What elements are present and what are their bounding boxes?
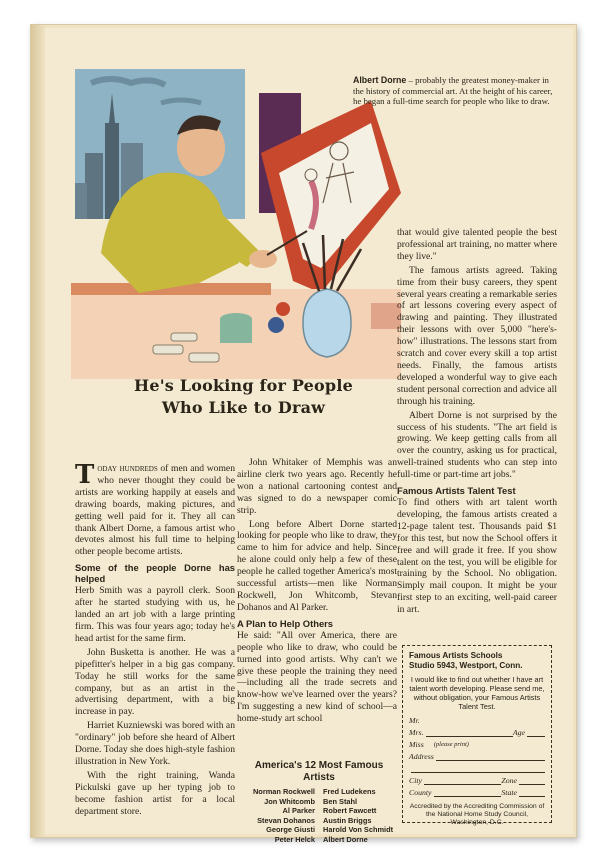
coupon-city-line[interactable] [409, 775, 545, 785]
artist-name: Albert Dorne [323, 834, 368, 844]
coupon-zone-label: Zone [501, 776, 517, 785]
artist-name: Norman Rockwell [252, 787, 315, 796]
artist-name: George Giusti [266, 825, 315, 835]
col3-paragraph-3: Albert Dorne is not surprised by the success of his students. "The art field is growing. We keep getting calls from all over the country, asking us for practical, well-trained students who can step into full-time or part-time art jobs." [397, 409, 557, 481]
coupon-studio: Studio 5943, Westport, Conn. [409, 661, 523, 670]
artist-name: Austin Briggs [323, 815, 372, 825]
illustration-caption [353, 75, 553, 107]
famous-artists-names [239, 787, 399, 845]
coupon-address-label: Address [409, 752, 434, 761]
coupon-mrs-label: Mrs. [409, 728, 424, 737]
caption-name: Albert Dorne [353, 75, 407, 85]
col1-paragraph-2: Herb Smith was a payroll clerk. Soon after he started studying with us, he landed an art job with a large printing firm. This was four years ago; today he's head artist for the same firm. [75, 585, 235, 644]
coupon-accreditation: Accredited by the Accrediting Commission of the National Home Study Council, Washington, D.C. [409, 803, 545, 827]
col3-paragraph-4: To find others with art talent worth developing, the famous artists created a 12-page talent test. Thousands paid $1 for this test, but now the School offers it free and will grade it free. If you show talent on the test, you will be eligible for training by the School. No obligation. Simply mail coupon. It might be your first step to an exciting, well-paid career in art. [397, 497, 557, 616]
col2-paragraph-1: John Whitaker of Memphis was an airline clerk two years ago. Recently he won a national cartooning contest and was signed to do a newspaper comic strip. [237, 457, 397, 516]
col1-paragraph-4: Harriet Kuzniewski was bored with an "ordinary" job before she heard of Albert Dorne. Today she does high-style fashion illustration in New York. [75, 720, 235, 767]
coupon-school-name: Famous Artists Schools [409, 651, 503, 660]
artist-name: Fred Ludekens [323, 787, 376, 796]
col3-paragraph-2: The famous artists agreed. Taking time from their busy careers, they spent several years creating a remarkable series of art lessons covering every aspect of drawing and painting. They illustrated their lessons with over 5,000 "here's-how" illustrations. The lessons start from scratch and cover every skill a top artist needs. Finally, the famous artists developed a wonderful way to give each student personal correction and advice all through his training. [397, 264, 557, 407]
col3-subhead: Famous Artists Talent Test [397, 485, 516, 497]
coupon-message: I would like to find out whether I have art talent worth developing. Please send me, without obligation, your Famous Artists Talent Test. [409, 675, 545, 711]
col1-paragraph-5: With the right training, Wanda Pickulski gave up her typing job to become fashion artist for a local department store. [75, 769, 235, 817]
coupon-state-field[interactable] [519, 788, 545, 797]
coupon-please-print: (please print) [433, 741, 469, 748]
col2-subhead: A Plan to Help Others [237, 617, 334, 629]
dropcap: T [75, 460, 95, 490]
column-2 [237, 457, 397, 727]
column-3 [397, 227, 557, 618]
col1-p1-text: of men and women who never thought they could be artists are working happily at easels and drawing boards, making pictures, and getting well paid for it. They all can thank Albert Dorne, a famous artist who devotes almost his full time to helping other people become artists. [75, 463, 235, 558]
coupon-miss-line[interactable] [409, 739, 545, 749]
coupon-miss-label: Miss [409, 740, 424, 749]
coupon-city-field[interactable] [424, 776, 501, 785]
coupon-mrs-line[interactable] [409, 727, 545, 737]
famous-artists-title: America's 12 Most Famous Artists [254, 760, 384, 783]
coupon-city-label: City [409, 776, 422, 785]
coupon-mr-line[interactable] [409, 715, 545, 725]
coupon-age-field[interactable] [527, 728, 545, 737]
magazine-page [30, 24, 577, 844]
caption-text: – probably the greatest money-maker in the history of commercial art. At the height of his career, he began a full-time search for people who like to draw. [353, 75, 553, 106]
headline-line-1: He's Looking for People [134, 376, 353, 395]
col1-lead: oday hundreds [97, 463, 158, 474]
artist-name: Stevan Dohanos [257, 815, 315, 825]
coupon-county-line[interactable] [409, 787, 545, 797]
coupon-address-line[interactable] [409, 751, 545, 761]
coupon-zone-field[interactable] [519, 776, 545, 785]
famous-artists-list [239, 760, 399, 845]
coupon-address-field-2[interactable] [411, 764, 545, 773]
coupon-name-field[interactable] [426, 728, 513, 737]
column-1 [75, 460, 235, 819]
coupon-mr-label: Mr. [409, 716, 420, 725]
col2-paragraph-3: He said: "All over America, there are people who like to draw, who could be turned into good artists. Why can't we give these people the training they need—including all the trade secrets and know-how we've learned over the years? I'm suggesting a new kind of school—a home-study art school [237, 629, 397, 725]
coupon-age-label: Age [512, 728, 525, 737]
col2-paragraph-2: Long before Albert Dorne started looking for people who like to draw, they came to him for advice and help. Since he alone could only help a few of these people he called together America's most successful artists—men like Norman Rockwell, Jon Whitcomb, Stevan Dohanos and Al Parker. [237, 518, 397, 613]
coupon-blank-line[interactable] [409, 763, 545, 773]
col1-subhead: Some of the people Dorne has helped [75, 562, 235, 585]
col1-paragraph-3: John Busketta is another. He was a pipefitter's helper in a big gas company. Today he still works for the same company, but as an artist in the advertising department, with a big increase in pay. [75, 646, 235, 718]
mail-coupon[interactable] [402, 645, 552, 827]
artist-name: Robert Fawcett [323, 806, 377, 816]
artist-name: Jon Whitcomb [264, 796, 315, 806]
artist-name: Peter Helck [274, 834, 315, 844]
coupon-state-label: State [501, 788, 517, 797]
artist-name: Ben Stahl [323, 796, 358, 806]
coupon-county-label: County [409, 788, 432, 797]
artist-name: Al Parker [282, 806, 315, 816]
coupon-address-field[interactable] [436, 752, 545, 761]
coupon-county-field[interactable] [434, 788, 502, 797]
headline [71, 375, 416, 419]
artist-illustration [71, 63, 416, 383]
artist-name: Harold Von Schmidt [323, 825, 394, 835]
col3-paragraph-1: that would give talented people the best professional art training, no matter where they live." [397, 227, 557, 262]
col1-paragraph-1 [75, 460, 235, 558]
headline-line-2: Who Like to Draw [161, 398, 326, 417]
